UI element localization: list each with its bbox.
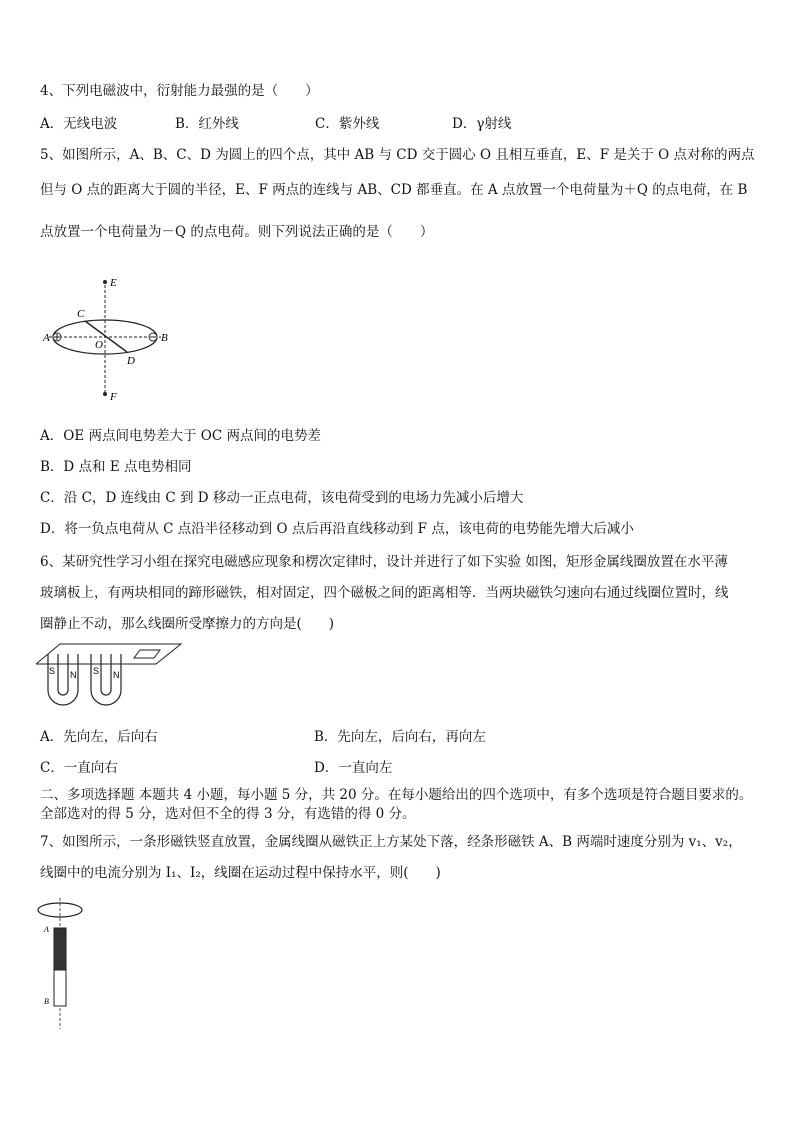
q4-option-a: A．无线电波: [40, 116, 118, 132]
q7-stem-line2: 线圈中的电流分别为 I₁、I₂，线圈在运动过程中保持水平，则( ): [40, 865, 441, 881]
q6-option-b: B．先向左，后向右，再向左: [314, 729, 486, 745]
q6-label-n1: N: [70, 670, 77, 680]
q6-label-s1: S: [49, 666, 56, 676]
q6-stem-line1: 6、某研究性学习小组在探究电磁感应现象和楞次定律时，设计并进行了如下实验 如图，矩形金属线圈放置在水平薄: [40, 554, 728, 570]
q5-label-o: O: [95, 339, 103, 351]
q5-label-c: C: [77, 308, 85, 320]
q7-label-a: A: [44, 925, 49, 934]
q5-circle-figure: [35, 268, 185, 408]
q6-label-n2: N: [113, 670, 120, 680]
q5-stem-line2: 但与 O 点的距离大于圆的半径，E、F 两点的连线与 AB、CD 都垂直。在 A 点放置一个电荷量为＋Q 的点电荷，在 B: [40, 182, 748, 198]
q5-stem-line3: 点放置一个电荷量为－Q 的点电荷。则下列说法正确的是（ ）: [40, 224, 434, 240]
q6-label-s2: S: [93, 666, 100, 676]
q5-label-d: D: [127, 355, 135, 367]
q4-option-c: C．紫外线: [315, 116, 380, 132]
q7-stem-line1: 7、如图所示，一条形磁铁竖直放置，金属线圈从磁铁正上方某处下落，经条形磁铁 A、B 两端时速度分别为 v₁、v₂，: [40, 834, 742, 850]
section2-line1: 二、多项选择题 本题共 4 小题，每小题 5 分，共 20 分。在每小题给出的四个选项中，有多个选项是符合题目要求的。: [40, 787, 753, 803]
q4-option-b: B．红外线: [175, 116, 239, 132]
q6-option-c: C．一直向右: [40, 760, 118, 776]
section2-line2: 全部选对的得 5 分，选对但不全的得 3 分，有选错的得 0 分。: [40, 806, 416, 822]
q6-magnet-figure: [36, 638, 186, 718]
q5-label-a: A: [43, 332, 50, 344]
q5-stem-line1: 5、如图所示，A、B、C、D 为圆上的四个点，其中 AB 与 CD 交于圆心 O 且相互垂直，E、F 是关于 O 点对称的两点: [40, 147, 755, 163]
q5-option-d: D．将一负点电荷从 C 点沿半径移动到 O 点后再沿直线移动到 F 点，该电荷的电势能先增大后减小: [40, 521, 634, 537]
q6-stem-line3: 圈静止不动，那么线圈所受摩擦力的方向是( ): [40, 616, 335, 632]
q5-label-e: E: [110, 277, 117, 289]
q5-label-f: F: [110, 391, 117, 403]
q7-magnet-figure: [34, 896, 94, 1031]
q7-label-b: B: [44, 997, 49, 1006]
q5-label-b: B: [161, 332, 168, 344]
q5-option-a: A．OE 两点间电势差大于 OC 两点间的电势差: [40, 428, 321, 444]
q6-option-a: A．先向左，后向右: [40, 729, 158, 745]
q4-option-d: D．γ射线: [452, 116, 512, 132]
q6-option-d: D．一直向左: [314, 760, 393, 776]
q6-stem-line2: 玻璃板上，有两块相同的蹄形磁铁，相对固定，四个磁极之间的距离相等．当两块磁铁匀速向右通过线圈位置时，线: [40, 585, 729, 601]
q4-stem: 4、下列电磁波中，衍射能力最强的是（ ）: [40, 83, 319, 99]
q5-option-c: C．沿 C，D 连线由 C 到 D 移动一正点电荷，该电荷受到的电场力先减小后增大: [40, 490, 524, 506]
q5-option-b: B．D 点和 E 点电势相同: [40, 459, 192, 475]
